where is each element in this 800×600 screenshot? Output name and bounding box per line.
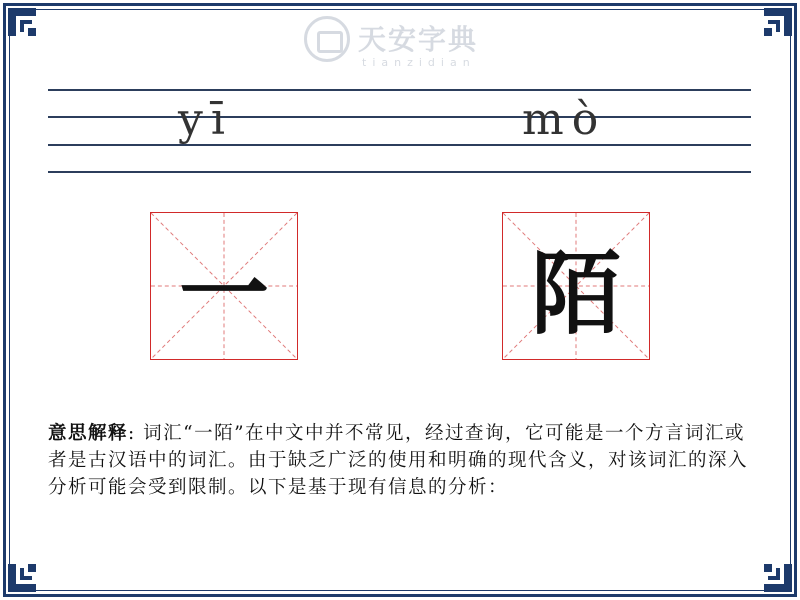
character-2: 陌 bbox=[531, 241, 621, 347]
character-grid-2 bbox=[502, 212, 650, 360]
watermark-title: 天安字典 bbox=[358, 23, 479, 56]
corner-ornament-icon bbox=[754, 6, 794, 46]
explanation-text: : 词汇“一陌”在中文中并不常见，经过查询，它可能是一个方言词汇或者是古汉语中的词汇。由于缺乏广泛的使用和明确的现代含义，对该词汇的深入分析可能会受到限制。以下是基于现有信息的分析： bbox=[48, 423, 749, 498]
pinyin-1: yī bbox=[178, 94, 233, 145]
pinyin-2: mò bbox=[522, 94, 607, 145]
watermark-logo bbox=[304, 14, 504, 72]
corner-ornament-icon bbox=[6, 554, 46, 594]
character-grid-1 bbox=[150, 212, 298, 360]
pinyin-ruled-lines bbox=[48, 89, 751, 173]
explanation-paragraph bbox=[48, 420, 748, 501]
seal-icon bbox=[304, 16, 350, 62]
corner-ornament-icon bbox=[754, 554, 794, 594]
corner-ornament-icon bbox=[6, 6, 46, 46]
watermark-subtitle: tianzidian bbox=[362, 56, 476, 69]
explanation-label: 意思解释 bbox=[48, 423, 129, 444]
character-1: 一 bbox=[179, 241, 269, 347]
